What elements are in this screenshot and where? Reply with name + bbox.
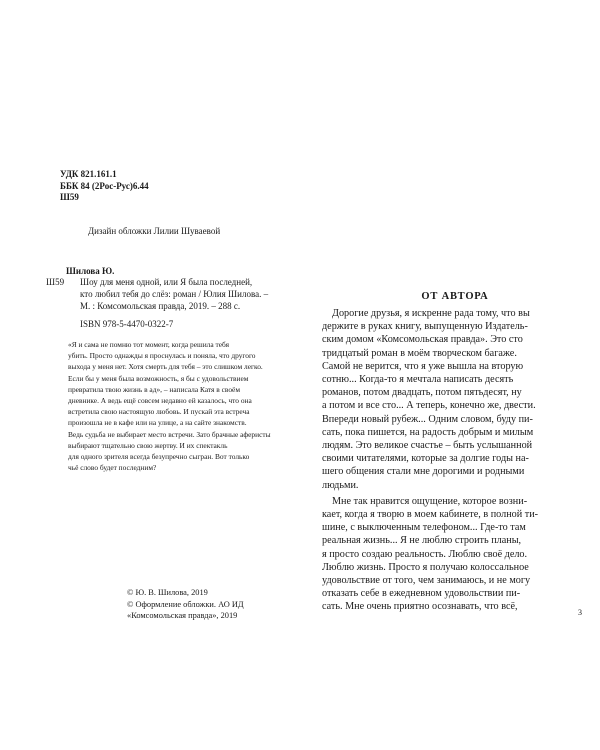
text-line: тридцатый роман в моём творческом багаже. bbox=[322, 347, 517, 359]
annotation-line: дневнике. А ведь ещё совсем недавно ей казалось, что она bbox=[68, 396, 252, 406]
text-line: шине, с выключенным телефоном... Где-то там bbox=[322, 522, 526, 534]
text-line: Самой не верится, что я уже вышла на вторую bbox=[322, 360, 524, 372]
foreword-paragraph-2 bbox=[322, 495, 588, 614]
foreword bbox=[322, 290, 588, 614]
annotation bbox=[68, 339, 272, 473]
text-line: сотню... Когда-то я мечтала написать десять bbox=[322, 374, 514, 386]
annotation-line: для одного зрителя всегда безупречно сыгран. Вот только bbox=[68, 452, 250, 462]
udk-code: УДК 821.161.1 bbox=[60, 169, 117, 179]
author-heading: Шилова Ю. bbox=[66, 266, 115, 276]
text-line: отказать себе в ежедневном удовольствии пи- bbox=[322, 588, 521, 600]
page-number: 3 bbox=[578, 608, 582, 617]
catalog-description bbox=[80, 276, 270, 312]
annotation-line: Ведь судьба не выбирает место встречи. Зато брачные аферисты bbox=[68, 429, 271, 439]
text-line: Дорогие друзья, я искренне рада тому, что вы bbox=[332, 308, 530, 319]
annotation-line: убить. Просто однажды я проснулась и поняла, что другого bbox=[68, 351, 256, 361]
annotation-line: чьё слово будет последним? bbox=[68, 463, 157, 473]
cover-design-credit: Дизайн обложки Лилии Шуваевой bbox=[88, 226, 221, 236]
annotation-line: превратила твою жизнь в ад», – написала Катя в своём bbox=[68, 384, 240, 394]
bbk-code: ББК 84 (2Рос-Рус)6.44 bbox=[60, 180, 149, 191]
catalog-line: Шоу для меня одной, или Я была последней, bbox=[80, 277, 253, 287]
copyright-line: «Комсомольская правда», 2019 bbox=[127, 611, 238, 620]
text-line: шего общения стали мне дорогими и родными bbox=[322, 466, 525, 478]
foreword-heading: ОТ АВТОРА bbox=[421, 291, 489, 302]
text-line: Люблю жизнь. Просто я получаю колоссальное bbox=[322, 561, 529, 573]
text-line: Мне так нравится ощущение, которое возни- bbox=[332, 495, 528, 507]
text-line: ским домом «Комсомольская правда». Это сто bbox=[322, 334, 523, 346]
text-line: людям. Это великое счастье – быть услышанной bbox=[322, 440, 533, 452]
isbn: ISBN 978-5-4470-0322-7 bbox=[80, 319, 174, 329]
annotation-line: встретила свою настоящую любовь. И пускай эта встреча bbox=[68, 407, 250, 417]
annotation-line: «Я и сама не помню тот момент, когда решила тебя bbox=[68, 340, 229, 349]
text-line: людьми. bbox=[322, 479, 359, 491]
catalog-line: М. : Комсомольская правда, 2019. – 288 с. bbox=[80, 301, 241, 311]
foreword-paragraph-1 bbox=[322, 307, 588, 492]
annotation-line: выбирают тщательно свою жертву. И их спектакль bbox=[68, 440, 228, 450]
copyright-line: © Ю. В. Шилова, 2019 bbox=[127, 588, 208, 597]
text-line: кает, когда я творю в моем кабинете, в полной ти- bbox=[322, 509, 539, 521]
catalog-author-mark: Ш59 bbox=[46, 277, 65, 287]
text-line: своими читателями, которые за долгие годы на- bbox=[322, 453, 529, 465]
author-mark-code: Ш59 bbox=[60, 192, 79, 202]
annotation-line: выхода у меня нет. Хотя смерть для тебя – это слишком легко. bbox=[68, 362, 263, 372]
classification-block bbox=[60, 169, 149, 204]
text-line: сать, пока пишется, на радость добрым и милым bbox=[322, 426, 534, 438]
text-line: я просто создаю реальность. Люблю своё дело. bbox=[322, 548, 528, 560]
annotation-line: Если бы у меня была возможность, я бы с удовольствием bbox=[68, 373, 249, 383]
text-line: удовольствие от того, чем занимаюсь, и не могу bbox=[322, 575, 531, 587]
catalog-line: кто любил тебя до слёз: роман / Юлия Шилова. – bbox=[80, 289, 269, 299]
text-line: Впереди новый рубеж... Одним словом, буду пи- bbox=[322, 413, 533, 425]
copyright-block bbox=[127, 587, 244, 622]
annotation-line: произошла не в кафе или на улице, а на сайте знакомств. bbox=[68, 418, 247, 428]
copyright-line: © Оформление обложки. АО ИД bbox=[127, 599, 244, 609]
text-line: сать. Мне очень приятно осознавать, что всё, bbox=[322, 601, 518, 613]
text-line: реальная жизнь... Я не люблю строить планы, bbox=[322, 535, 522, 547]
text-line: держите в руках книгу, выпущенную Издатель- bbox=[322, 321, 528, 333]
text-line: а потом и все сто... А теперь, конечно же, двести. bbox=[322, 400, 536, 412]
text-line: романов, потом двадцать, потом пятьдесят, ну bbox=[322, 387, 522, 399]
